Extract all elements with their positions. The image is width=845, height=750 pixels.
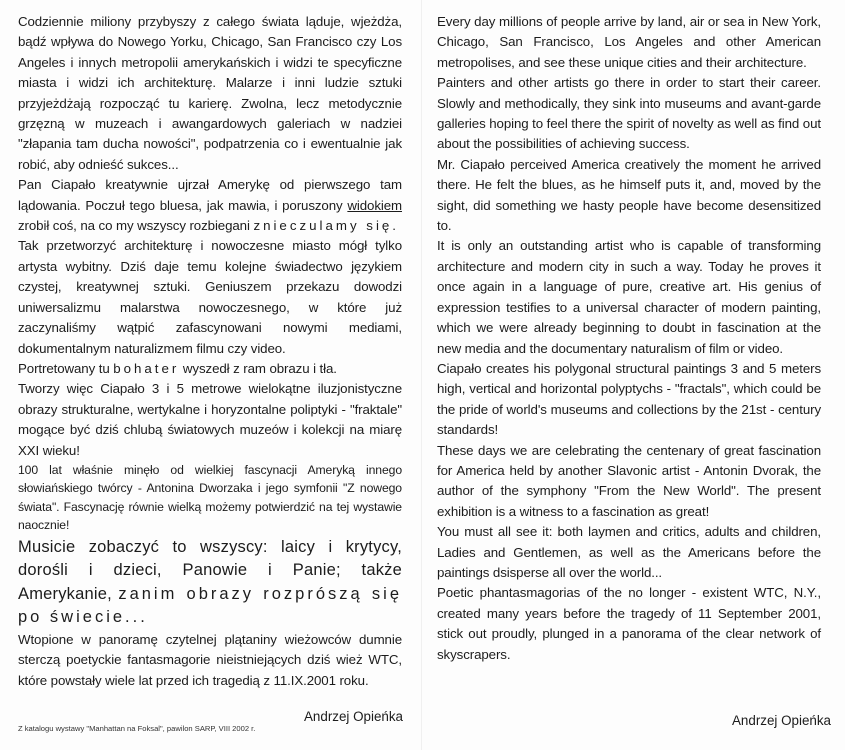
catalog-caption: Z katalogu wystawy "Manhattan na Foksal", pawilon SARP, VIII 2002 r. — [18, 724, 256, 733]
polish-paragraph-8: Wtopione w panoramę czytelnej plątaniny wieżowców dumnie sterczą poetyckie fantasmagorie nieistniejących dziś wież WTC, które powstały wiele lat przed ich tragedią z 11.IX.2001 roku. — [18, 631, 402, 688]
polish-paragraph-7 — [18, 536, 402, 630]
page-fold — [421, 0, 422, 750]
polish-paragraph-2 — [18, 175, 402, 236]
polish-paragraph-4-text-c: wyszedł z ram obrazu i tła. — [179, 360, 337, 376]
spaced-phrase-large: zanim obrazy rozprószą się po świecie... — [18, 584, 403, 627]
polish-paragraph-2-text-a: Pan Ciapało kreatywnie ujrzał Amerykę od pierwszego tam lądowania. Poczuł tego bluesa, jak mawia, i poruszony — [18, 177, 402, 213]
english-paragraph-4: It is only an outstanding artist who is capable of transforming architecture and modern city in such a way. Today he proves it once again in a language of pure, creative art. His genius of expression testifies to a universal character of modern painting, which we were already beginning to doubt in fascination at the new media and the documentary naturalism of film or video. — [437, 238, 821, 356]
english-paragraph-3: Mr. Ciapało perceived America creatively the moment he arrived there. He felt the blues, as he himself puts it, and, moved by the sight, did something we hasty people have become desensitized to. — [437, 156, 821, 234]
polish-paragraph-4 — [18, 359, 402, 379]
english-paragraph-7: You must all see it: both laymen and critics, adults and children, Ladies and Gentlemen, as well as the Americans before the paintings dsisperse all over the world... — [437, 524, 821, 580]
spaced-phrase: znieczulamy się. — [253, 218, 399, 234]
polish-paragraph-3: Tak przetworzyć architekturę i nowoczesne miasto mógł tylko artysta wybitny. Dziś daje temu kolejne świadectwo językiem czystej, kreatywnej sztuki. Geniuszem przekazu dowodzi uniwersalizmu malarstwa nowoczesnego, w które już zaczynaliśmy wątpić zafascynowani nowymi mediami, dokumentalnym naturalizmem filmu czy video. — [18, 238, 402, 356]
polish-paragraph-1: Codziennie miliony przybyszy z całego świata ląduje, wjeżdża, bądź wpływa do Nowego Yorku, Chicago, San Francisco czy Los Angeles i innych metropolii amerykańskich i widzi te specyficzne miasta i widzi ich architekturę. Malarze i inni ludzie sztuki przyjeżdżają rozpocząć tu karierę. Zwolna, lecz metodycznie grzęzną w muzeach i awangardowych galeriach w nadziei "złapania tam ducha nowości", podpatrzenia co i ewentualnie jak robić, aby odnieść sukces... — [18, 14, 402, 172]
english-paragraph-6: These days we are celebrating the centenary of great fascination for America held by another Slavonic artist - Antonin Dvorak, the author of the symphony "From the New World". The present exhibition is a witness to a fascination as great! — [437, 442, 821, 519]
english-signature: Andrzej Opieńka — [732, 713, 831, 728]
english-paragraph-8: Poetic phantasmagorias of the no longer - existent WTC, N.Y., created many years before the tragedy of 11 September 2001, stick out proudly, plunged in a panorama of the clear network of skyscrapers. — [437, 585, 821, 662]
english-paragraph-1: Every day millions of people arrive by land, air or sea in New York, Chicago, San Francisco, Los Angeles and other American metropolises, and see these unique cities and their architecture. — [437, 14, 821, 70]
underlined-word: widokiem — [347, 197, 402, 213]
polish-text-column — [18, 12, 402, 691]
polish-paragraph-6: 100 lat właśnie minęło od wielkiej fascynacji Ameryką innego słowiańskiego twórcy - Antonina Dworzaka i jego symfonii "Z nowego świata". Fascynację równie wielką możemy potwierdzić na tej wystawie naocznie! — [18, 462, 402, 533]
english-text-column — [437, 12, 821, 665]
polish-paragraph-7-text-a: Musicie zobaczyć to wszyscy: laicy i krytycy, dorośli i dzieci, Panowie i Panie; także Amerykanie, — [18, 537, 402, 603]
english-paragraph-5: Ciapało creates his polygonal structural paintings 3 and 5 meters high, vertical and horizontal polyptychs - "fractals", which could be the pride of world's museums and collections by the 21st - century standards! — [437, 360, 821, 438]
polish-paragraph-2-text-c: zrobił coś, na co my wszyscy rozbiegani — [18, 218, 254, 234]
polish-paragraph-5: Tworzy więc Ciapało 3 i 5 metrowe wielokątne iluzjonistyczne obrazy strukturalne, wertykalne i horyzontalne poliptyki - "fraktale" mogące być dziś chlubą światowych muzeów i kolekcji na miarę XXI wieku! — [18, 381, 402, 458]
spaced-word: bohater — [113, 360, 180, 376]
polish-signature: Andrzej Opieńka — [304, 709, 403, 724]
english-paragraph-2: Painters and other artists go there in order to start their career. Slowly and methodically, they sink into museums and avant-garde galleries hoping to feel there the spirit of novelty as well as find out about the possibilities of achieving success. — [437, 75, 821, 152]
polish-paragraph-4-text-a: Portretowany tu — [18, 360, 114, 376]
